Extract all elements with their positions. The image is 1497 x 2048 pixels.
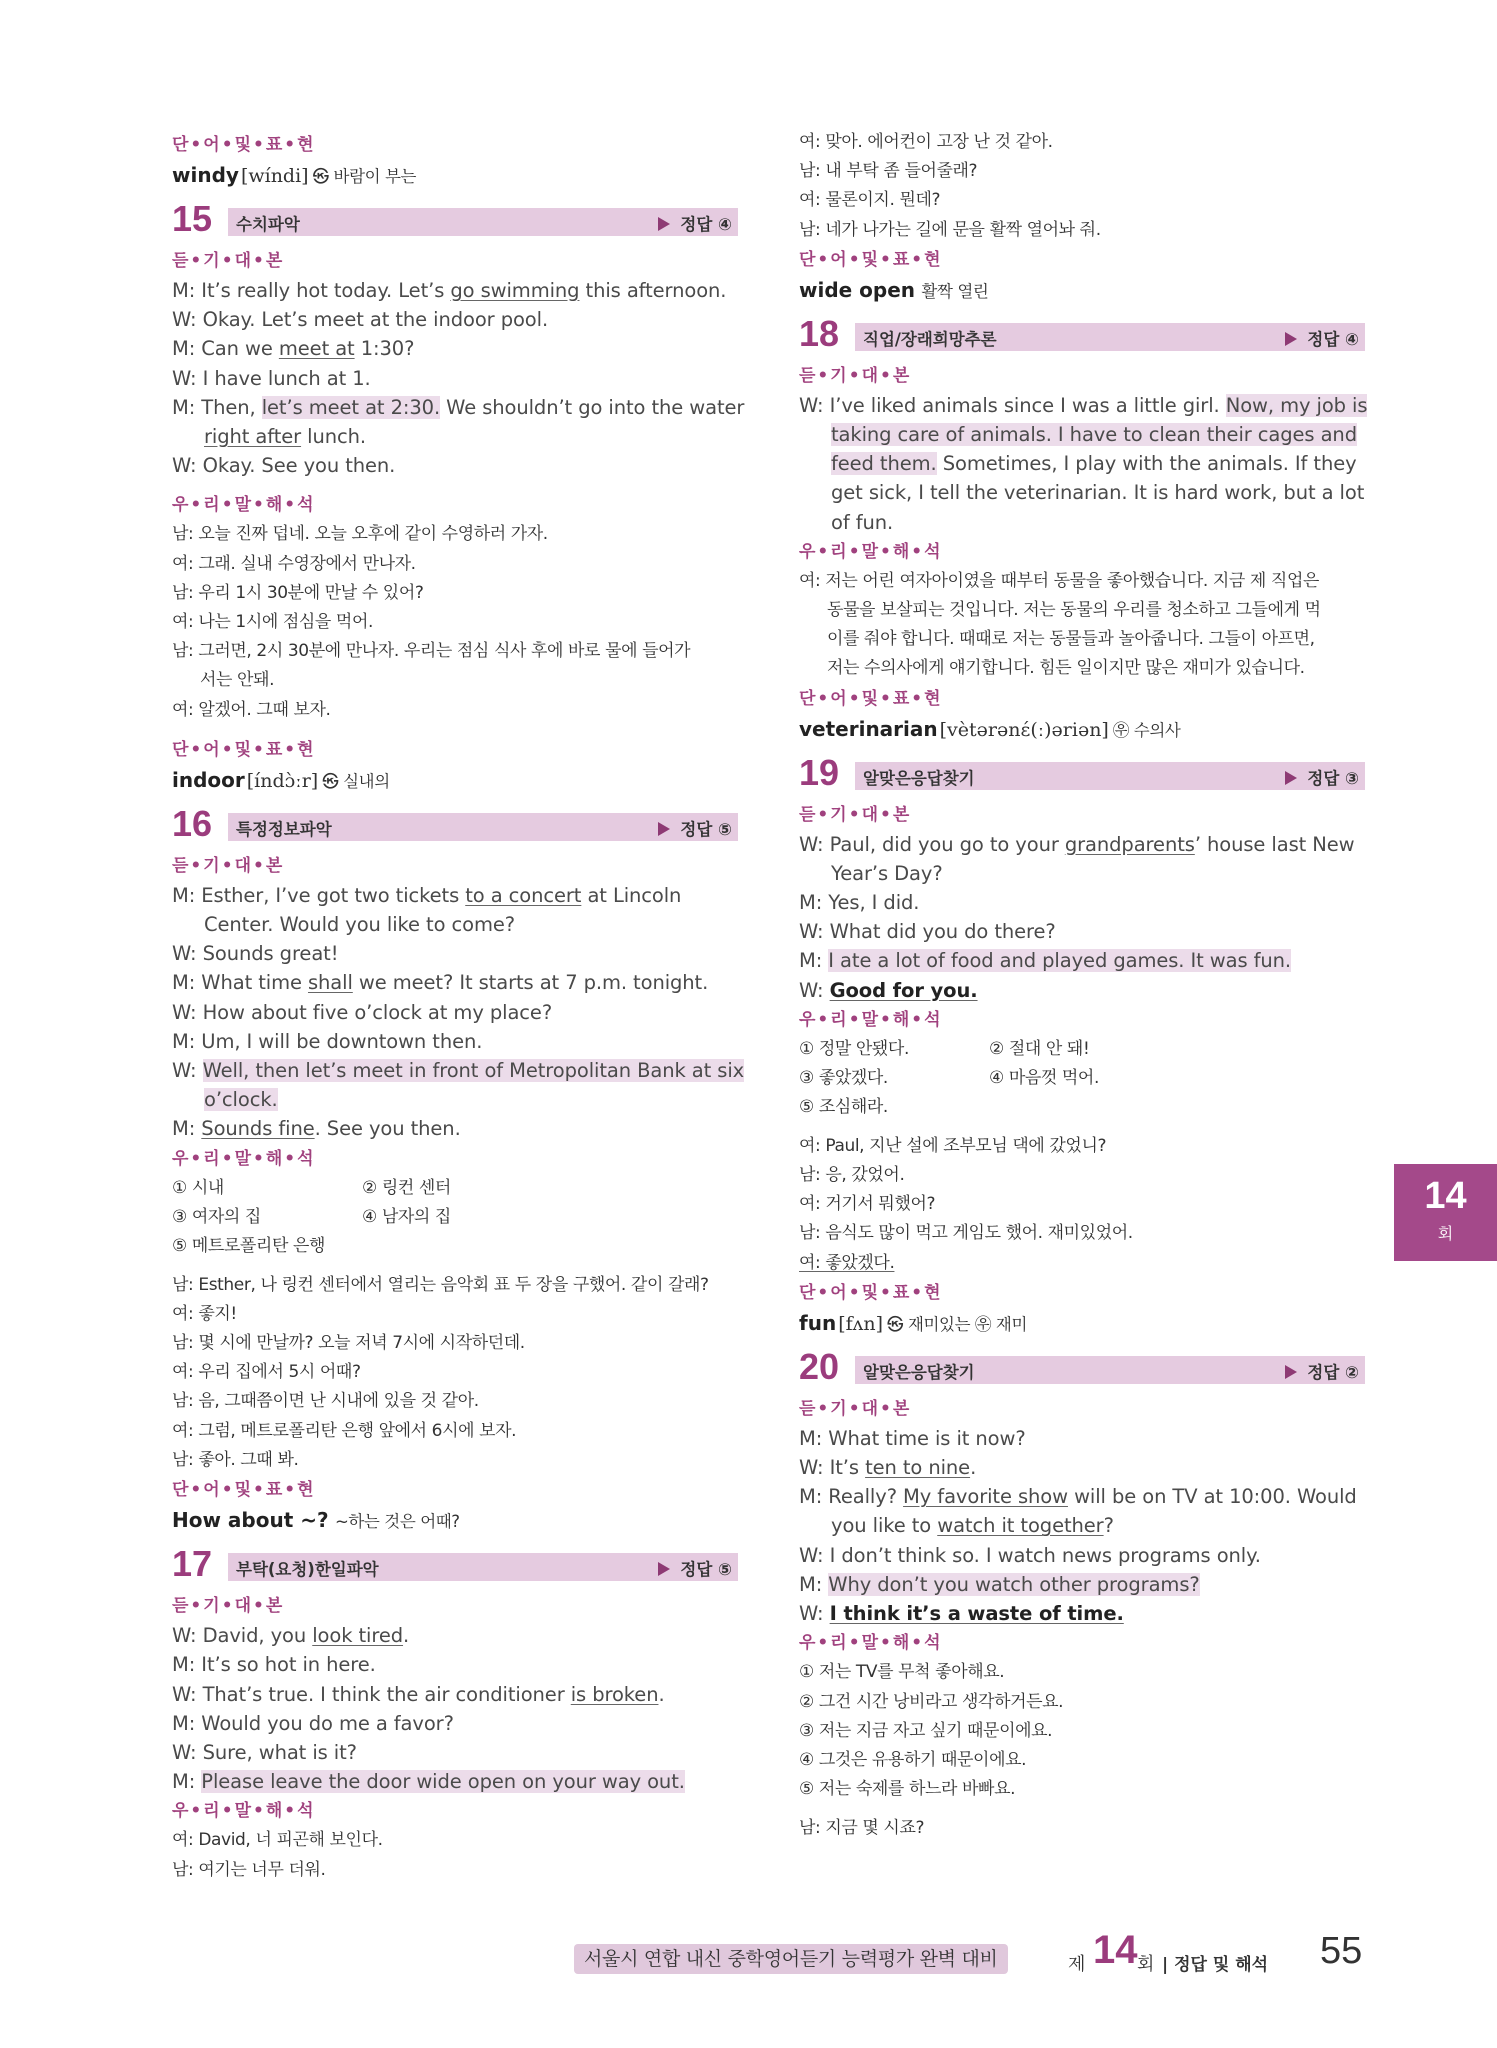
translation-17: 여: David, 너 피곤해 보인다. 남: 여기는 너무 더워. <box>172 1830 383 1880</box>
script-18: W: I’ve liked animals since I was a little girl. Now, my job is taking care of animals. I have to clean their cages and feed them. Sometimes, I play with the animals. If they get sick, I tell the veterinarian. It is hard work, but a lot of fun. <box>799 393 1368 534</box>
script-16: M: Esther, I’ve got two tickets to a concert at Lincoln Center. Would you like to come? W: Sounds great! M: What time shall we meet? It starts at 7 p.m. tonight. W: How about five o’clock at my place? M: Um, I will be downtown then. W: Well, then let’s meet in front of Metropolitan Bank at six o’clock. M: Sounds fine. See you then. <box>172 883 745 1141</box>
translation-label: 우•리•말•해•석 <box>172 1148 316 1169</box>
vocab-label: 단•어•및•표•현 <box>799 1282 943 1303</box>
translation-15: 남: 오늘 진짜 덥네. 오늘 오후에 같이 수영하러 가자. 여: 그래. 실내 수영장에서 만나자. 남: 우리 1시 30분에 만날 수 있어? 여: 나는 1시에 점심을 먹어. 남: 그러면, 2시 30분에 만나자. 우리는 점심 식사 후에 바로 물에 들어가 서는 안돼. 여: 알겠어. 그때 보자. <box>172 524 691 720</box>
translation-label: 우•리•말•해•석 <box>799 1009 943 1030</box>
chapter-number: 14 <box>1093 1928 1138 1972</box>
question-header-17: 17 부탁(요청)한일파악 정답 ⑤ <box>172 1545 738 1589</box>
book-title: 서울시 연합 내신 중학영어듣기 능력평가 완벽 대비 <box>574 1944 1008 1974</box>
translation-label: 우•리•말•해•석 <box>799 1633 943 1654</box>
page-number: 55 <box>1320 1930 1363 1972</box>
answer-options-16: ① 시내 ② 링컨 센터 ③ 여자의 집 ④ 남자의 집 ⑤ 메트로폴리탄 은행 <box>172 1177 451 1256</box>
question-header-15: 15 수치파악 정답 ④ <box>172 200 738 244</box>
script-19: W: Paul, did you go to your grandparents’ house last New Year’s Day? M: Yes, I did. W: What did you do there? M: I ate a lot of food and played games. It was fun. W: Good for you. <box>799 832 1355 1002</box>
play-triangle-icon <box>1285 332 1297 346</box>
script-20: M: What time is it now? W: It’s ten to nine. M: Really? My favorite show will be on TV at 10:00. Would you like to watch it together? W: I don’t think so. I watch news programs only. M: Why don’t you watch other programs? W: I think it’s a waste of time. <box>799 1426 1357 1626</box>
translation-20: ① 저는 TV를 무척 좋아해요. ② 그건 시간 낭비라고 생각하거든요. ③ 저는 지금 자고 싶기 때문이에요. ④ 그것은 유용하기 때문이에요. ⑤ 저는 숙제를 하느라 바빠요. 남: 지금 몇 시죠? <box>799 1662 1064 1839</box>
chapter-side-tab: 14 회 <box>1394 1164 1497 1261</box>
translation-label: 우•리•말•해•석 <box>172 495 316 516</box>
vocab-label: 단•어•및•표•현 <box>799 249 943 270</box>
script-17: W: David, you look tired. M: It’s so hot in here. W: That’s true. I think the air conditioner is broken. M: Would you do me a favor? W: Sure, what is it? M: Please leave the door wide open on your way out. <box>172 1624 685 1794</box>
section-title: | 정답 및 해석 <box>1162 1955 1269 1975</box>
vocab-entry: indoor [índɔ̀ːr] ㉿ 실내의 <box>172 767 390 792</box>
translation-label: 우•리•말•해•석 <box>172 1801 316 1822</box>
script-15: M: It’s really hot today. Let’s go swimming this afternoon. W: Okay. Let’s meet at the indoor pool. M: Can we meet at 1:30? W: I have lunch at 1. M: Then, let’s meet at 2:30. We shouldn’t go into the water right after lunch. W: Okay. See you then. <box>172 279 745 478</box>
translation-16: 남: Esther, 나 링컨 센터에서 열리는 음악회 표 두 장을 구했어. 같이 갈래? 여: 좋지! 남: 몇 시에 만날까? 오늘 저녁 7시에 시작하던데. 여: 우리 집에서 5시 어때? 남: 음, 그때쯤이면 난 시내에 있을 것 같아. 여: 그럼, 메트로폴리탄 은행 앞에서 6시에 보자. 남: 좋아. 그때 봐. <box>172 1274 709 1470</box>
translation-18: 여: 저는 어린 여자아이였을 때부터 동물을 좋아했습니다. 지금 제 직업은 동물을 보살피는 것입니다. 저는 동물의 우리를 청소하고 그들에게 먹 이를 줘야 합니다. 때때로 저는 동물들과 놀아줍니다. 그들이 아프면, 저는 수의사에게 얘기합니다. 힘든 일이지만 많은 재미가 있습니다. <box>799 570 1321 679</box>
vocab-label: 단•어•및•표•현 <box>799 688 943 709</box>
vocab-entry: veterinarian [vètərənέ(ː)əriən] ㉾ 수의사 <box>799 716 1181 741</box>
play-triangle-icon <box>1285 1365 1297 1379</box>
vocab-entry: wide open 활짝 열린 <box>799 277 989 302</box>
script-label: 듣•기•대•본 <box>172 251 285 271</box>
play-triangle-icon <box>658 1562 670 1576</box>
play-triangle-icon <box>1285 771 1297 785</box>
vocab-entry: How about ~? ~하는 것은 어때? <box>172 1508 460 1533</box>
play-triangle-icon <box>658 217 670 231</box>
translation-label: 우•리•말•해•석 <box>799 541 943 562</box>
question-header-16: 16 특정정보파악 정답 ⑤ <box>172 805 738 849</box>
script-label: 듣•기•대•본 <box>172 855 285 876</box>
play-triangle-icon <box>658 822 670 836</box>
vocab-entry: fun [fʌn] ㉿ 재미있는 ㉾ 재미 <box>799 1310 1027 1335</box>
left-column <box>172 130 745 1885</box>
question-header-20: 20 알맞은응답찾기 정답 ② <box>799 1348 1365 1392</box>
vocab-label: 단•어•및•표•현 <box>172 739 316 760</box>
vocab-label: 단•어•및•표•현 <box>172 1480 316 1501</box>
right-column <box>799 128 1368 1844</box>
vocab-entry: windy [wíndi] ㉿ 바람이 부는 <box>172 163 417 187</box>
question-header-19: 19 알맞은응답찾기 정답 ③ <box>799 754 1365 798</box>
script-label: 듣•기•대•본 <box>799 365 912 386</box>
script-label: 듣•기•대•본 <box>799 1398 912 1419</box>
answer-options-19: ① 정말 안됐다. ② 절대 안 돼! ③ 좋았겠다. ④ 마음껏 먹어. ⑤ 조심해라. <box>799 1038 1099 1117</box>
vocab-label: 단•어•및•표•현 <box>172 135 316 155</box>
script-label: 듣•기•대•본 <box>172 1596 285 1617</box>
page-footer: 서울시 연합 내신 중학영어듣기 능력평가 완벽 대비 제 14 회 | 정답 및 해석 55 <box>0 1920 1497 1980</box>
script-label: 듣•기•대•본 <box>799 804 912 825</box>
translation-17-cont: 여: 맞아. 에어컨이 고장 난 것 같아. 남: 내 부탁 좀 들어줄래? 여: 물론이지. 뭔데? 남: 네가 나가는 길에 문을 활짝 열어놔 줘. <box>799 132 1101 240</box>
translation-19: 여: Paul, 지난 설에 조부모님 댁에 갔었니? 남: 응, 갔었어. 여: 거기서 뭐했어? 남: 음식도 많이 먹고 게임도 했어. 재미있었어. 여: 좋았겠다. <box>799 1135 1133 1273</box>
question-header-18: 18 직업/장래희망추론 정답 ④ <box>799 315 1365 359</box>
